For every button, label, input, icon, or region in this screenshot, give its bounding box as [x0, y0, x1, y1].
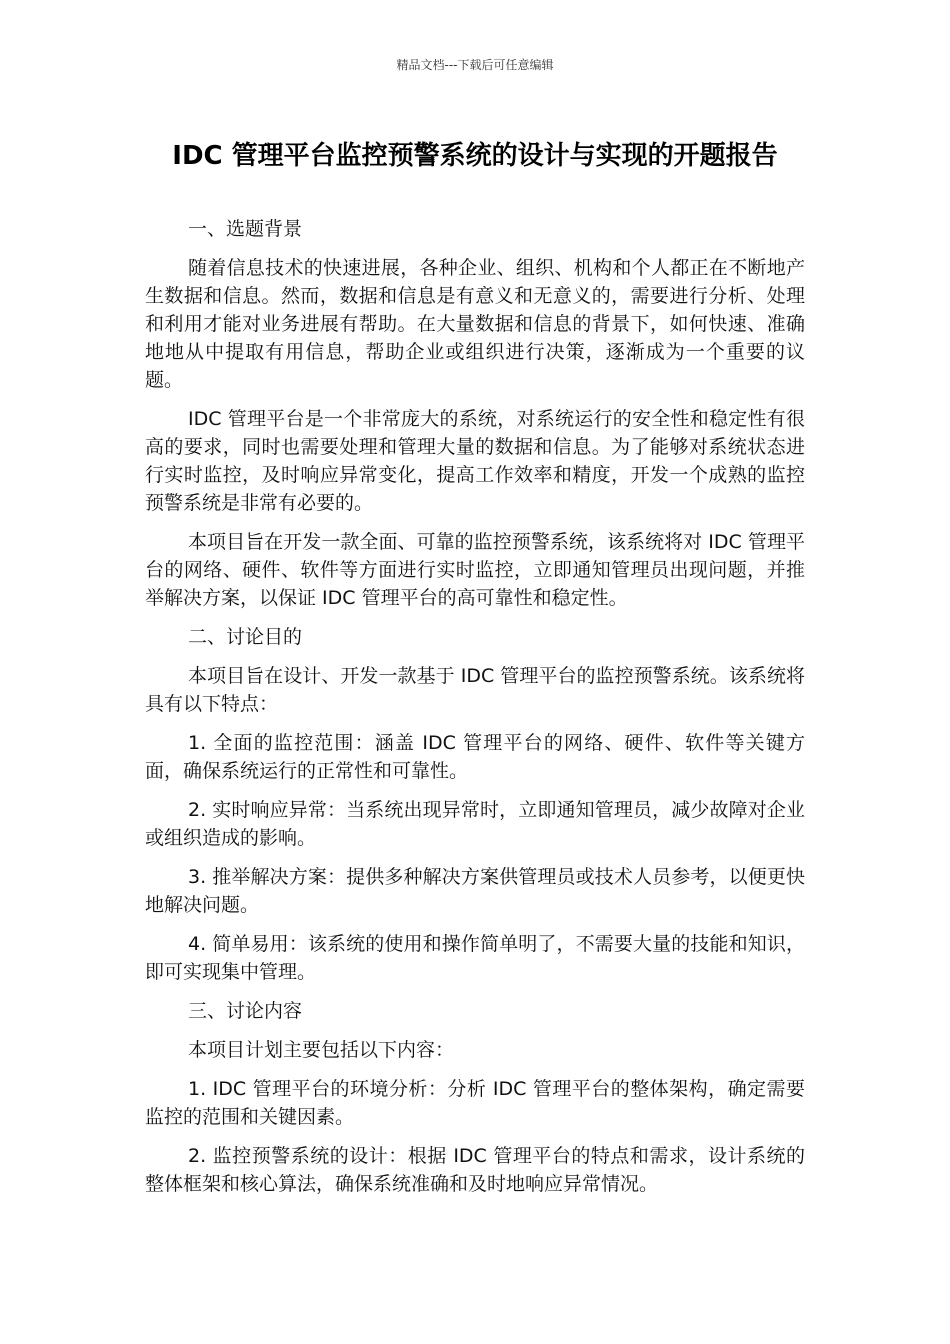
list-item: 2. 实时响应异常：当系统出现异常时，立即通知管理员，减少故障对企业或组织造成的影响。: [145, 799, 805, 849]
list-item: 1. IDC 管理平台的环境分析：分析 IDC 管理平台的整体架构，确定需要监控的范围和关键因素。: [145, 1078, 805, 1128]
paragraph: 本项目旨在设计、开发一款基于 IDC 管理平台的监控预警系统。该系统将具有以下特点：: [145, 665, 805, 715]
paragraph: 随着信息技术的快速进展，各种企业、组织、机构和个人都正在不断地产生数据和信息。然而，数据和信息是有意义和无意义的，需要进行分析、处理和利用才能对业务进展有帮助。在大量数据和信息的背景下，如何快速、准确地地从中提取有用信息，帮助企业或组织进行决策，逐渐成为一个重要的议题。: [145, 257, 805, 391]
list-item: 3. 推举解决方案：提供多种解决方案供管理员或技术人员参考，以便更快地解决问题。: [145, 866, 805, 916]
paragraph: IDC 管理平台是一个非常庞大的系统，对系统运行的安全性和稳定性有很高的要求，同时也需要处理和管理大量的数据和信息。为了能够对系统状态进行实时监控，及时响应异常变化，提高工作效率和精度，开发一个成熟的监控预警系统是非常有必要的。: [145, 408, 805, 514]
list-item: 4. 简单易用：该系统的使用和操作简单明了，不需要大量的技能和知识，即可实现集中管理。: [145, 933, 805, 983]
list-item: 1. 全面的监控范围：涵盖 IDC 管理平台的网络、硬件、软件等关键方面，确保系统运行的正常性和可靠性。: [145, 732, 805, 782]
section-heading-purpose: 二、讨论目的: [188, 626, 303, 648]
document-title: IDC 管理平台监控预警系统的设计与实现的开题报告: [172, 141, 778, 171]
document-body: [145, 215, 805, 1209]
section-heading-background: 一、选题背景: [188, 218, 303, 240]
section-heading-content: 三、讨论内容: [188, 1000, 303, 1022]
paragraph: 本项目计划主要包括以下内容：: [188, 1039, 455, 1061]
page-header: 精品文档---下载后可任意编辑: [396, 58, 554, 72]
list-item: 2. 监控预警系统的设计：根据 IDC 管理平台的特点和需求，设计系统的整体框架和核心算法，确保系统准确和及时地响应异常情况。: [145, 1145, 805, 1195]
paragraph: 本项目旨在开发一款全面、可靠的监控预警系统，该系统将对 IDC 管理平台的网络、硬件、软件等方面进行实时监控，立即通知管理员出现问题，并推举解决方案，以保证 IDC 管理平台的高可靠性和稳定性。: [145, 531, 805, 609]
